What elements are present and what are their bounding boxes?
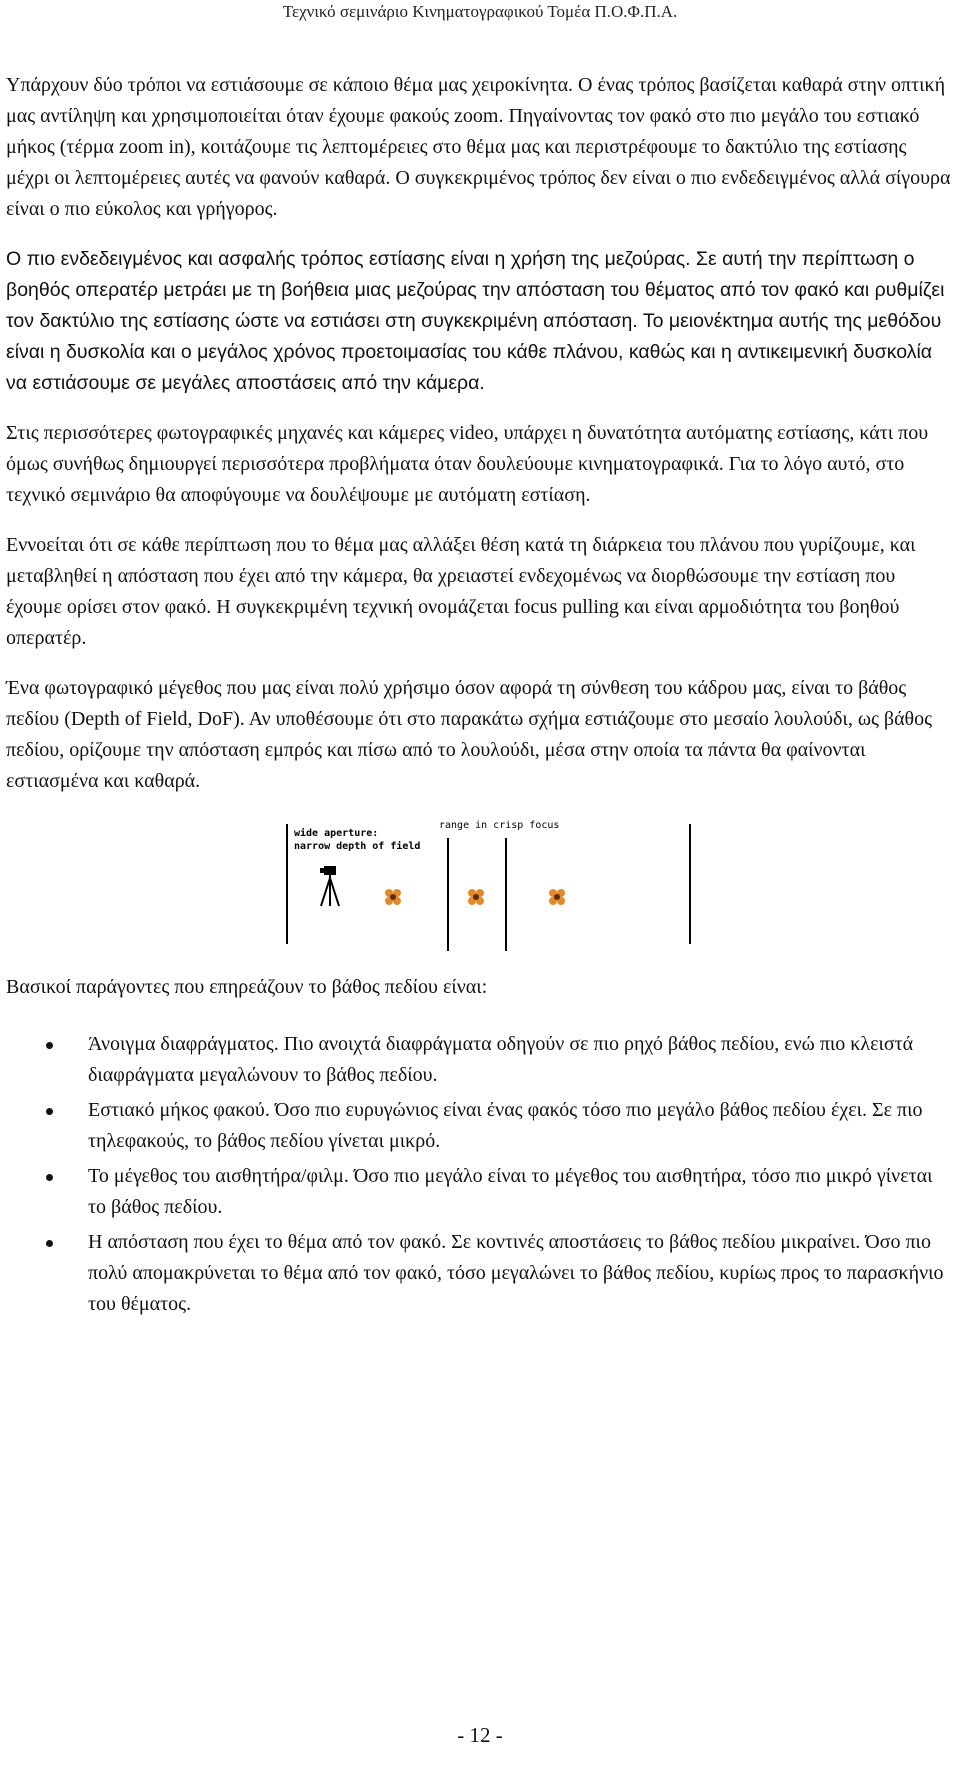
label-wide-aperture: wide aperture:	[294, 828, 379, 839]
dof-figure	[6, 816, 954, 966]
flower-near-icon	[385, 889, 401, 905]
paragraph-manual-focus: Υπάρχουν δύο τρόποι να εστιάσουμε σε κάποιο θέμα μας χειροκίνητα. Ο ένας τρόπος βασίζεται καθαρά στην οπτική μας αντίληψη και χρησιμοποιείται όταν έχουμε φακούς zoom. Πηγαίνοντας τον φακό στο πιο μεγάλο του εστιακό μήκος (τέρμα zoom in), κοιτάζουμε τις λεπτομέρειες στο θέμα μας και περιστρέφουμε το δακτύλιο της εστίασης μέχρι οι λεπτομέρειες αυτές να φανούν καθαρά. Ο συγκεκριμένος τρόπος δεν είναι ο πιο ενδεδειγμένος αλλά σίγουρα είναι ο πιο εύκολος και γρήγορος.	[6, 74, 951, 220]
list-item-text: Το μέγεθος του αισθητήρα/φιλμ. Όσο πιο μεγάλο είναι το μέγεθος του αισθητήρα, τόσο πιο μικρό γίνεται το βάθος πεδίου.	[88, 1165, 933, 1218]
list-item	[6, 1029, 954, 1091]
page-header: Τεχνικό σεμινάριο Κινηματογραφικού Τομέα Π.Ο.Φ.Π.Α.	[282, 2, 678, 21]
bullet-icon	[46, 1042, 53, 1049]
list-item-text: Εστιακό μήκος φακού. Όσο πιο ευρυγώνιος είναι ένας φακός τόσο πιο μεγάλο βάθος πεδίου έχει. Σε πιο τηλεφακούς, το βάθος πεδίου γίνεται μικρό.	[88, 1099, 923, 1152]
bullet-icon	[46, 1240, 53, 1247]
dof-diagram	[276, 816, 706, 956]
label-crisp-focus: range in crisp focus	[439, 820, 560, 831]
paragraph-autofocus: Στις περισσότερες φωτογραφικές μηχανές και κάμερες video, υπάρχει η δυνατότητα αυτόματης εστίασης, κάτι που όμως συνήθως δημιουργεί περισσότερα προβλήματα όταν δουλεύουμε κινηματογραφικά. Για το λόγο αυτό, στο τεχνικό σεμινάριο θα αποφύγουμε να δουλέψουμε με αυτόματη εστίαση.	[6, 422, 929, 506]
flower-far-icon	[549, 889, 565, 905]
list-item-text: Η απόσταση που έχει το θέμα από τον φακό. Σε κοντινές αποστάσεις το βάθος πεδίου μικραίνει. Όσο πιο πολύ απομακρύνεται το θέμα από τον φακό, τόσο μεγαλώνει το βάθος πεδίου, κυρίως προς το παρασκήνιο του θέματος.	[88, 1231, 944, 1315]
list-item	[6, 1095, 954, 1157]
paragraph-measuring-tape: Ο πιο ενδεδειγμένος και ασφαλής τρόπος εστίασης είναι η χρήση της μεζούρας. Σε αυτή την περίπτωση ο βοηθός οπερατέρ μετράει με τη βοήθεια μιας μεζούρας την απόσταση του θέματος από τον φακό και ρυθμίζει τον δακτύλιο της εστίασης ώστε να εστιάσει στη συγκεκριμένη απόσταση. Το μειονέκτημα αυτής της μεθόδου είναι η δυσκολία και ο μεγάλος χρόνος προετοιμασίας του κάθε πλάνου, καθώς και η αντικειμενική δυσκολία να εστιάσουμε σε μεγάλες αποστάσεις από την κάμερα.	[6, 248, 945, 394]
paragraph-focus-pulling: Εννοείται ότι σε κάθε περίπτωση που το θέμα μας αλλάξει θέση κατά τη διάρκεια του πλάνου που γυρίζουμε, και μεταβληθεί η απόσταση που έχει από την κάμερα, θα χρειαστεί ενδεχομένως να διορθώσουμε την εστίαση που έχουμε ορίσει στον φακό. Η συγκεκριμένη τεχνική ονομάζεται focus pulling και είναι αρμοδιότητα του βοηθού οπερατέρ.	[6, 534, 916, 649]
list-item	[6, 1227, 954, 1320]
camera-on-tripod-icon	[320, 866, 339, 906]
label-narrow-dof: narrow depth of field	[294, 841, 421, 852]
bullet-icon	[46, 1108, 53, 1115]
list-intro: Βασικοί παράγοντες που επηρεάζουν το βάθος πεδίου είναι:	[6, 976, 488, 998]
bullet-icon	[46, 1174, 53, 1181]
dof-factors-list	[6, 1029, 954, 1320]
list-item	[6, 1161, 954, 1223]
paragraph-depth-of-field: Ένα φωτογραφικό μέγεθος που μας είναι πολύ χρήσιμο όσον αφορά τη σύνθεση του κάδρου μας, είναι το βάθος πεδίου (Depth of Field, DoF). Αν υποθέσουμε ότι στο παρακάτω σχήμα εστιάζουμε στο μεσαίο λουλούδι, ως βάθος πεδίου, ορίζουμε την απόσταση εμπρός και πίσω από το λουλούδι, μέσα στην οποία τα πάντα θα φαίνονται εστιασμένα και καθαρά.	[6, 677, 933, 792]
list-item-text: Άνοιγμα διαφράγματος. Πιο ανοιχτά διαφράγματα οδηγούν σε πιο ρηχό βάθος πεδίου, ενώ πιο κλειστά διαφράγματα μεγαλώνουν το βάθος πεδίου.	[88, 1033, 914, 1086]
page-number: - 12 -	[457, 1723, 503, 1747]
document-body	[6, 70, 954, 1324]
flower-middle-icon	[468, 889, 484, 905]
